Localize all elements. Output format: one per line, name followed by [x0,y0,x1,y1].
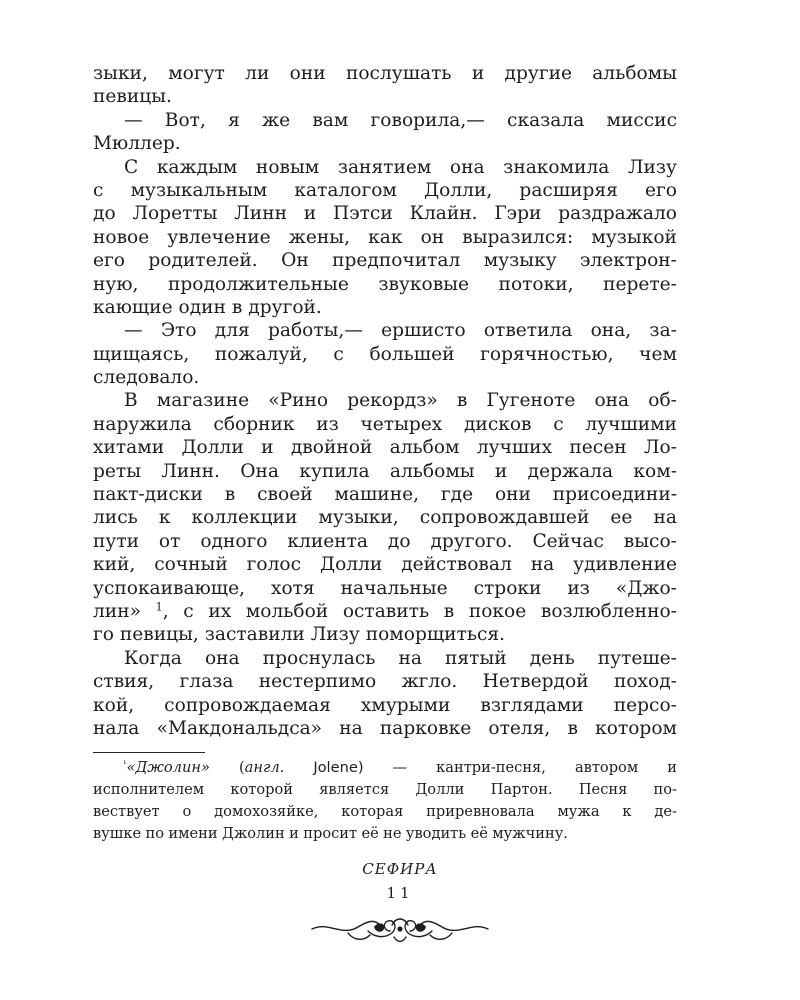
word: отеля, [488,717,551,739]
word: ответила [483,320,573,342]
word: поморщиться. [365,624,505,646]
word: ершисто [381,320,466,342]
word: жгло. [401,671,458,693]
word: «Джо- [615,577,677,599]
word: их [208,600,232,622]
word: машине, [334,484,420,506]
word: Она [240,460,279,482]
text-line [93,226,677,249]
word: музыкой [591,226,677,248]
word: нала [93,717,140,739]
body-text [93,62,677,740]
word: Лизу [627,156,677,178]
word: парковке [379,717,472,739]
word: $^1$, [155,600,169,622]
footnote-word: её [361,825,379,842]
word: альбомы [592,63,677,84]
footnote-word: является [319,781,390,798]
word: клиента [287,530,368,552]
word: певицы. [93,86,172,108]
word: мольбой [245,600,329,622]
word: «Макдональдса» [156,717,323,739]
word: купила [299,460,370,482]
page-number: 11 [386,884,414,902]
word: песен [569,437,627,459]
word: она [204,647,240,669]
word: проснулась [262,647,376,669]
footnote-word: и [667,759,677,776]
word: следовало. [93,367,200,389]
word: она [594,390,630,412]
running-title: СЕФИРА [362,860,438,878]
footnote-word: Партон. [490,781,553,798]
main-text-block [93,62,677,740]
word: где [440,484,474,506]
footnote-word: по [145,825,165,842]
word: Лоретты [132,203,218,225]
word: Ло- [643,437,677,459]
footnote-word: её [470,825,488,842]
text-line [93,647,677,670]
word: альбом [389,437,460,459]
word: раздражало [558,203,677,225]
word: Клайн. [409,203,478,225]
text-line [93,62,677,85]
word: — [124,320,143,342]
word: персо- [613,694,677,716]
word: держала [527,460,614,482]
word: к [158,507,171,529]
footnote-lang: (англ. [238,759,285,776]
word: другого. [430,530,513,552]
word: я [228,109,240,131]
text-line [93,506,677,529]
word: пожалуй, [214,343,308,365]
word: успокаивающе, [93,577,245,599]
footnote-word: кантри-песня, [436,759,546,776]
word: новое [93,226,150,248]
word: альбомы [389,460,475,482]
word: как [368,226,403,248]
footnote-word: которая [341,803,404,820]
word: Вот, [164,109,206,131]
text-line [93,109,677,132]
word: могут [168,63,225,84]
word: одного [200,530,268,552]
word: Долли, [424,179,493,201]
word: новым [255,156,320,178]
word: — [124,109,143,131]
footnote-word: Джолин [221,825,285,842]
word: ствия, [93,671,155,693]
word: глаза [179,671,234,693]
word: на [530,554,555,576]
text-line [93,319,677,342]
text-line [93,600,677,623]
word: чем [639,343,677,365]
text-line [93,389,677,412]
text-line [93,694,677,717]
footnote-line [93,823,677,845]
footnote-word: просит [303,825,358,842]
word: они [289,63,326,84]
word: строки [473,577,542,599]
word: из [316,413,339,435]
footnote-word: по- [653,781,677,798]
text-line [93,460,677,483]
word: перете- [603,273,677,295]
word: оставить [342,600,430,622]
text-line [93,577,677,600]
word: и [303,203,317,225]
word: котором [595,717,677,739]
word: сказала [507,109,585,131]
word: действовал [401,554,512,576]
word: музыки, [318,507,399,529]
footnote-word: мужчину. [492,825,568,842]
word: удивление [573,554,677,576]
word: с [333,343,344,365]
word: с [553,413,564,435]
word: С [124,156,139,178]
word: послушать [345,63,452,84]
text-line [93,296,677,319]
word: Это [160,320,197,342]
word: его [93,250,125,272]
word: наружила [93,413,192,435]
word: же [262,109,291,131]
word: расширяя [519,179,618,201]
word: Нетвердой [482,671,589,693]
text-line [93,530,677,553]
word: до [93,203,116,225]
word: певицы, [119,624,199,646]
word: до [387,530,411,552]
word: Он [281,250,309,272]
word: сборник [213,413,295,435]
word: из [567,577,590,599]
footnote-word: которой [230,781,293,798]
word: миссис [606,109,677,131]
text-line [93,623,677,646]
word: четырех [360,413,443,435]
footnote-original-title: Jolene) [313,759,364,776]
text-line [93,202,677,225]
text-line [93,156,677,179]
word: потоки, [498,273,574,295]
word: голос [246,554,302,576]
word: щищаясь, [93,343,190,365]
word: поход- [613,671,677,693]
word: об- [648,390,677,412]
word: за- [649,320,677,342]
word: начальные [340,577,448,599]
footnote-word: к [622,803,632,820]
word: на [653,507,677,529]
word: для [214,320,250,342]
word: лучших [476,437,553,459]
word: рекордз» [347,390,438,412]
word: лучшими [585,413,677,435]
word: музыку [483,250,557,272]
word: коллекции [191,507,298,529]
word: пути [93,530,140,552]
word: покое [468,600,527,622]
word: сочный [154,554,228,576]
word: горячностью, [480,343,614,365]
footnote-word: приревновала [426,803,535,820]
word: каждым [156,156,238,178]
footnote-word: вушке [93,825,142,842]
word: сопровождаемая [164,694,331,716]
word: кий, [93,554,136,576]
word: знакомила [503,156,610,178]
word: от [158,530,181,552]
word: ную, [93,273,139,295]
word: сопровождавшей [419,507,590,529]
footnote-word: — [392,759,408,776]
footnote-word: и [289,825,299,842]
word: кающие [93,296,173,318]
word: Лизу [310,624,360,646]
word: и [494,460,508,482]
footnote-term: «Джолин» [126,759,210,776]
footnote-word: де- [654,803,677,820]
word: зыки, [93,63,148,84]
word: день [529,647,575,669]
word: в [443,600,455,622]
word: в [567,717,578,739]
word: каталогом [294,179,397,201]
footnote-divider [93,752,205,753]
word: Мюллер. [93,133,181,155]
word: Долли [181,437,244,459]
footnote-word: домохозяйке, [214,803,319,820]
word: лись [93,507,138,529]
footnote-word: не [383,825,402,842]
word: пакт-диски [93,484,203,506]
word: в [456,390,468,412]
footnote-word: мужа [557,803,600,820]
word: она, [590,320,632,342]
word: выразился: [462,226,574,248]
word: предпочитал [332,250,461,272]
text-line [93,179,677,202]
word: ли [245,63,270,84]
word: заставили [204,624,305,646]
word: высо- [623,530,677,552]
footnote [93,757,677,845]
text-line [93,85,677,108]
footnote-word: автором [574,759,639,776]
word: с [93,179,104,201]
word: она [449,156,485,178]
word: Пэтси [333,203,393,225]
word: дисков [463,413,532,435]
footnote-word: о [182,803,192,820]
footnote-word: Песня [578,781,628,798]
word: кой, [93,694,135,716]
word: В [124,390,138,412]
word: жены, [288,226,351,248]
word: Когда [124,647,182,669]
word: продолжительные [167,273,349,295]
word: реты [93,460,141,482]
word: он [420,226,445,248]
word: ее [610,507,633,529]
text-line [93,366,677,389]
footnote-line [93,757,677,779]
footnote-marker: $^{^1}$«Джолин» [123,759,210,776]
word: звуковые [378,273,470,295]
word: увлечение [167,226,271,248]
word: Долли [319,554,383,576]
word: двойной [290,437,373,459]
text-line [93,343,677,366]
word: «Рино [268,390,329,412]
word: вам [312,109,349,131]
text-line [93,273,677,296]
footnote-word: Долли [415,781,465,798]
word: пятый [445,647,507,669]
decorative-flourish-icon [308,907,492,947]
word: Сейчас [532,530,604,552]
word: хитами [93,437,165,459]
word: музыкальным [130,179,268,201]
word: нестерпимо [258,671,377,693]
word: хмурыми [360,694,451,716]
word: магазине [156,390,250,412]
footnote-word: имени [168,825,218,842]
word: Гугеноте [486,390,576,412]
word: родителей. [148,250,258,272]
word: на [339,717,363,739]
word: своей [257,484,313,506]
word: другой. [248,296,322,318]
text-line [93,717,677,740]
word: путеше- [597,647,677,669]
word: в [231,296,243,318]
word: электрон- [580,250,677,272]
text-line [93,436,677,459]
text-line [93,553,677,576]
footnote-word: исполнителем [93,781,205,798]
word: возлюбленно- [540,600,677,622]
word: в [224,484,236,506]
word: хотя [270,577,315,599]
word: говорила,— [370,109,485,131]
text-line [93,413,677,436]
word: они [494,484,531,506]
word: Гэри [494,203,542,225]
word: другие [504,63,572,84]
word: Линн. [161,460,220,482]
word: занятием [337,156,432,178]
text-line [93,132,677,155]
word: и [471,63,485,84]
word: лин» [93,600,141,622]
text-line [93,249,677,272]
word: ком- [633,460,677,482]
word: Линн [234,203,287,225]
word: с [183,600,194,622]
text-line [93,670,677,693]
footnote-word: уводить [405,825,467,842]
footnote-line [93,801,677,823]
word: его [645,179,677,201]
word: один [178,296,226,318]
word: большей [369,343,455,365]
footnote-line [93,779,677,801]
word: го [93,624,114,646]
word: и [261,437,274,459]
footnote-word: вествует [93,803,160,820]
word: присоедини- [552,484,677,506]
word: работы,— [267,320,363,342]
word: на [398,647,422,669]
text-line [93,483,677,506]
word: взглядами [480,694,584,716]
